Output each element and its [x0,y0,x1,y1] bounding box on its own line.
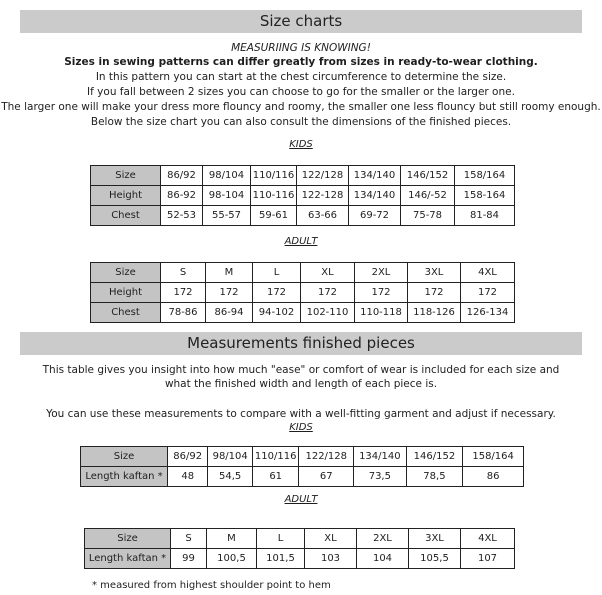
footnote: * measured from highest shoulder point to hem [92,580,331,591]
finished-title: Measurements finished pieces [20,332,582,355]
table-cell: 61 [252,467,299,487]
table-cell: 86/92 [161,166,203,186]
intro-line-2: If you fall between 2 sizes you can choose to go for the smaller or the larger one. [87,86,515,98]
table-cell: 110/116 [252,447,299,467]
table-cell: 172 [461,283,515,303]
table-cell: L [253,263,301,283]
table-cell: 126-134 [461,303,515,323]
table-cell: 78,5 [406,467,463,487]
table-row [81,467,524,487]
table-cell: 2XL [357,529,409,549]
table-cell: S [161,263,206,283]
table-cell: 69-72 [349,206,401,226]
table-cell: 54,5 [208,467,253,487]
table-cell: 78-86 [161,303,206,323]
table-cell: 94-102 [253,303,301,323]
table-cell: 110-116 [251,186,297,206]
table-row [91,283,515,303]
table-cell: 146/152 [401,166,455,186]
adult-size-table [90,262,515,323]
table-cell: 102-110 [301,303,355,323]
table-cell: 99 [171,549,207,569]
table-cell: 158-164 [455,186,515,206]
row-label: Size [81,447,168,467]
table-cell: XL [301,263,355,283]
table-cell: 110-118 [355,303,408,323]
size-charts-title: Size charts [20,10,582,33]
row-label: Length kaftan * [81,467,168,487]
table-cell: 158/164 [455,166,515,186]
table-cell: 63-66 [297,206,349,226]
table-cell: 2XL [355,263,408,283]
row-label: Chest [91,206,161,226]
row-label: Chest [91,303,161,323]
table-cell: L [257,529,305,549]
table-row [91,186,515,206]
table-cell: 52-53 [161,206,203,226]
table-cell: 100,5 [207,549,257,569]
table-cell: 134/140 [349,166,401,186]
table-cell: 4XL [461,263,515,283]
table-cell: 98/104 [208,447,253,467]
table-cell: 81-84 [455,206,515,226]
table-cell: 110/116 [251,166,297,186]
intro-line-4: Below the size chart you can also consult the dimensions of the finished pieces. [90,116,512,128]
table-cell: 75-78 [401,206,455,226]
table-row [85,529,515,549]
table-cell: 67 [299,467,354,487]
intro-line-1: In this pattern you can start at the chest circumference to determine the size. [95,71,507,83]
table-cell: 55-57 [203,206,251,226]
kids-label: KIDS [289,139,313,150]
table-cell: 172 [161,283,206,303]
finished-intro-1: This table gives you insight into how much "ease" or comfort of wear is included for each size and [42,364,560,376]
table-cell: 172 [206,283,253,303]
table-cell: 86-94 [206,303,253,323]
intro-line-3: The larger one will make your dress more flouncy and roomy, the smaller one less flouncy but still roomy enough. [1,101,601,113]
table-cell: 172 [408,283,461,303]
table-cell: 59-61 [251,206,297,226]
table-cell: 86-92 [161,186,203,206]
table-row [91,166,515,186]
table-cell: 101,5 [257,549,305,569]
table-cell: M [207,529,257,549]
table-cell: 122-128 [297,186,349,206]
table-cell: 86 [463,467,524,487]
row-label: Size [85,529,171,549]
table-cell: 86/92 [167,447,207,467]
row-label: Height [91,283,161,303]
finished-kids-label: KIDS [289,422,313,433]
table-cell: 3XL [409,529,461,549]
row-label: Size [91,166,161,186]
table-cell: XL [305,529,357,549]
table-cell: 105,5 [409,549,461,569]
row-label: Length kaftan * [85,549,171,569]
table-cell: 134/140 [349,186,401,206]
table-row [91,263,515,283]
table-cell: 172 [301,283,355,303]
finished-adult-table [84,528,515,569]
table-cell: 146/152 [406,447,463,467]
kids-size-table [90,165,515,226]
table-cell: 104 [357,549,409,569]
table-cell: 122/128 [297,166,349,186]
row-label: Height [91,186,161,206]
table-cell: 4XL [461,529,515,549]
finished-intro-2: what the finished width and length of each piece is. [164,378,438,390]
table-cell: 103 [305,549,357,569]
finished-adult-label: ADULT [284,494,318,505]
table-row [91,303,515,323]
table-cell: 172 [253,283,301,303]
table-cell: 146/-52 [401,186,455,206]
table-cell: 134/140 [354,447,407,467]
finished-intro-3: You can use these measurements to compare with a well-fitting garment and adjust if necessary. [46,408,556,420]
table-cell: 48 [167,467,207,487]
table-row [81,447,524,467]
table-cell: S [171,529,207,549]
bold-notice: Sizes in sewing patterns can differ greatly from sizes in ready-to-wear clothing. [64,56,538,68]
measuring-heading: MEASURIING IS KNOWING! [231,42,371,54]
table-cell: 73,5 [354,467,407,487]
table-cell: 107 [461,549,515,569]
table-cell: 3XL [408,263,461,283]
finished-kids-table [80,446,524,487]
table-cell: 98-104 [203,186,251,206]
table-cell: 98/104 [203,166,251,186]
table-cell: 118-126 [408,303,461,323]
table-row [91,206,515,226]
table-cell: 122/128 [299,447,354,467]
adult-label: ADULT [284,236,318,247]
table-row [85,549,515,569]
table-cell: 172 [355,283,408,303]
row-label: Size [91,263,161,283]
table-cell: 158/164 [463,447,524,467]
table-cell: M [206,263,253,283]
